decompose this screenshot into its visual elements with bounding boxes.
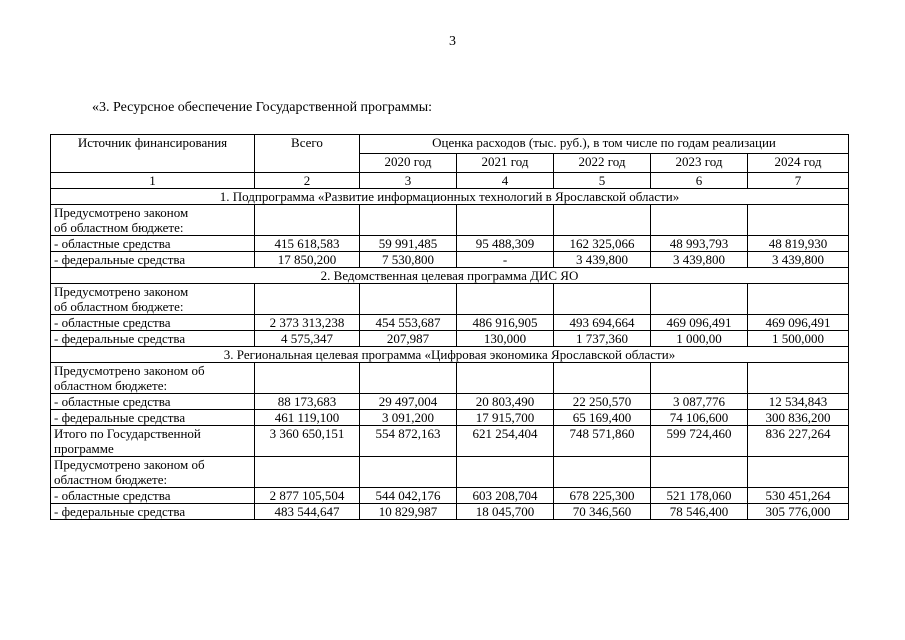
total-value: 599 724,460 xyxy=(651,426,748,457)
row-value: 544 042,176 xyxy=(360,488,457,504)
intro-line: Предусмотрено законом об xyxy=(54,363,205,378)
column-number: 1 xyxy=(51,173,255,189)
total-label xyxy=(51,426,255,457)
row-value: 88 173,683 xyxy=(255,394,360,410)
row-value: 521 178,060 xyxy=(651,488,748,504)
table-row xyxy=(51,236,849,252)
intro-label xyxy=(51,363,255,394)
row-value: 469 096,491 xyxy=(651,315,748,331)
header-estimate: Оценка расходов (тыс. руб.), в том числе по годам реализации xyxy=(360,135,849,154)
row-value: 469 096,491 xyxy=(748,315,849,331)
section-title-row xyxy=(51,268,849,284)
total-value: 621 254,404 xyxy=(457,426,554,457)
total-value: 554 872,163 xyxy=(360,426,457,457)
section-title-row xyxy=(51,189,849,205)
row-value: 305 776,000 xyxy=(748,504,849,520)
row-value: 1 000,00 xyxy=(651,331,748,347)
row-value: 48 819,930 xyxy=(748,236,849,252)
intro-line: об областном бюджете: xyxy=(54,220,184,235)
row-label: - федеральные средства xyxy=(51,331,255,347)
header-year: 2024 год xyxy=(748,154,849,173)
row-value: 603 208,704 xyxy=(457,488,554,504)
column-number: 4 xyxy=(457,173,554,189)
row-value: 207,987 xyxy=(360,331,457,347)
header-total: Всего xyxy=(255,135,360,173)
row-label: - федеральные средства xyxy=(51,410,255,426)
section-title-row xyxy=(51,347,849,363)
column-number: 5 xyxy=(554,173,651,189)
row-value: 162 325,066 xyxy=(554,236,651,252)
page-number: 3 xyxy=(449,34,456,49)
row-label: - областные средства xyxy=(51,236,255,252)
row-value: 59 991,485 xyxy=(360,236,457,252)
row-value: 461 119,100 xyxy=(255,410,360,426)
column-number: 2 xyxy=(255,173,360,189)
table-row xyxy=(51,315,849,331)
intro-label xyxy=(51,457,255,488)
intro-row xyxy=(51,284,849,315)
section-3-title: 3. Региональная целевая программа «Цифровая экономика Ярославской области» xyxy=(51,347,849,363)
total-value: 748 571,860 xyxy=(554,426,651,457)
total-value: 836 227,264 xyxy=(748,426,849,457)
row-value: 22 250,570 xyxy=(554,394,651,410)
row-value: 74 106,600 xyxy=(651,410,748,426)
header-year: 2020 год xyxy=(360,154,457,173)
row-value: 1 500,000 xyxy=(748,331,849,347)
table-row xyxy=(51,252,849,268)
total-label-line: Итого по Государственной xyxy=(54,426,201,441)
total-value: 3 360 650,151 xyxy=(255,426,360,457)
row-value: 493 694,664 xyxy=(554,315,651,331)
header-source: Источник финансирования xyxy=(51,135,255,173)
column-number: 7 xyxy=(748,173,849,189)
row-value: - xyxy=(457,252,554,268)
row-label: - областные средства xyxy=(51,394,255,410)
header-year: 2021 год xyxy=(457,154,554,173)
row-value: 2 373 313,238 xyxy=(255,315,360,331)
row-value: 1 737,360 xyxy=(554,331,651,347)
row-value: 48 993,793 xyxy=(651,236,748,252)
row-value: 20 803,490 xyxy=(457,394,554,410)
intro-row xyxy=(51,205,849,236)
row-value: 130,000 xyxy=(457,331,554,347)
row-value: 486 916,905 xyxy=(457,315,554,331)
row-value: 95 488,309 xyxy=(457,236,554,252)
row-value: 4 575,347 xyxy=(255,331,360,347)
header-year: 2023 год xyxy=(651,154,748,173)
row-value: 17 850,200 xyxy=(255,252,360,268)
total-label-line: программе xyxy=(54,441,114,456)
header-year: 2022 год xyxy=(554,154,651,173)
intro-label xyxy=(51,205,255,236)
table-row xyxy=(51,488,849,504)
table-row xyxy=(51,331,849,347)
intro-row xyxy=(51,363,849,394)
row-value: 10 829,987 xyxy=(360,504,457,520)
intro-line: об областном бюджете: xyxy=(54,299,184,314)
row-value: 78 546,400 xyxy=(651,504,748,520)
row-value: 454 553,687 xyxy=(360,315,457,331)
section-2-title: 2. Ведомственная целевая программа ДИС ЯО xyxy=(51,268,849,284)
row-value: 3 439,800 xyxy=(554,252,651,268)
column-number-row xyxy=(51,173,849,189)
row-value: 12 534,843 xyxy=(748,394,849,410)
row-value: 7 530,800 xyxy=(360,252,457,268)
row-value: 483 544,647 xyxy=(255,504,360,520)
intro-line: Предусмотрено законом об xyxy=(54,457,205,472)
intro-line: областном бюджете: xyxy=(54,472,168,487)
section-1-title: 1. Подпрограмма «Развитие информационных технологий в Ярославской области» xyxy=(51,189,849,205)
row-label: - областные средства xyxy=(51,488,255,504)
column-number: 3 xyxy=(360,173,457,189)
column-number: 6 xyxy=(651,173,748,189)
total-row xyxy=(51,426,849,457)
row-value: 29 497,004 xyxy=(360,394,457,410)
intro-label xyxy=(51,284,255,315)
intro-row xyxy=(51,457,849,488)
row-value: 65 169,400 xyxy=(554,410,651,426)
row-label: - федеральные средства xyxy=(51,504,255,520)
table-row xyxy=(51,394,849,410)
table-row xyxy=(51,504,849,520)
row-value: 70 346,560 xyxy=(554,504,651,520)
intro-line: Предусмотрено законом xyxy=(54,205,189,220)
row-label: - федеральные средства xyxy=(51,252,255,268)
row-value: 415 618,583 xyxy=(255,236,360,252)
resource-table xyxy=(50,134,849,520)
row-value: 3 439,800 xyxy=(651,252,748,268)
intro-line: Предусмотрено законом xyxy=(54,284,189,299)
table-row xyxy=(51,410,849,426)
row-value: 17 915,700 xyxy=(457,410,554,426)
row-value: 3 091,200 xyxy=(360,410,457,426)
row-value: 3 439,800 xyxy=(748,252,849,268)
row-value: 3 087,776 xyxy=(651,394,748,410)
intro-line: областном бюджете: xyxy=(54,378,168,393)
row-label: - областные средства xyxy=(51,315,255,331)
header-row-top xyxy=(51,135,849,154)
row-value: 678 225,300 xyxy=(554,488,651,504)
section-title: «3. Ресурсное обеспечение Государственной программы: xyxy=(92,100,433,115)
row-value: 18 045,700 xyxy=(457,504,554,520)
row-value: 2 877 105,504 xyxy=(255,488,360,504)
row-value: 530 451,264 xyxy=(748,488,849,504)
row-value: 300 836,200 xyxy=(748,410,849,426)
